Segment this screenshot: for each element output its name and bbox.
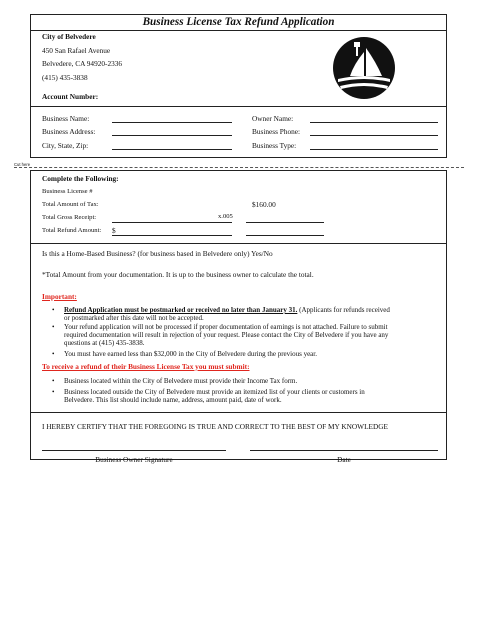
refund-amount-field[interactable] (112, 235, 232, 236)
bullet-icon: • (52, 323, 55, 331)
owner-name-field[interactable] (310, 122, 438, 123)
deadline-note: (Applicants for refunds received (297, 306, 390, 314)
complete-following-heading: Complete the Following: (42, 174, 119, 183)
city-address-line1: 450 San Rafael Avenue (42, 46, 111, 55)
bullet-icon: • (52, 388, 55, 396)
business-phone-field[interactable] (310, 135, 438, 136)
documentation-line3: questions at (415) 435-3838. (64, 339, 145, 347)
date-field[interactable] (250, 450, 438, 451)
business-address-label: Business Address: (42, 127, 96, 136)
business-type-label: Business Type: (252, 141, 297, 150)
refund-amount-label: Total Refund Amount: (42, 227, 102, 234)
cut-here-label: Cut here (14, 162, 31, 167)
submit-heading: To receive a refund of their Business License Tax you must submit: (42, 362, 250, 371)
sailboat-logo-icon (332, 36, 396, 100)
bullet-icon: • (52, 350, 55, 358)
cut-line (14, 167, 464, 168)
client-list-line1: Business located outside the City of Belvedere must provide an itemized list of your clients or customers in (64, 388, 365, 396)
gross-receipt-field[interactable] (112, 222, 232, 223)
important-heading: Important: (42, 292, 77, 301)
documentation-line2: required documentation will result in rejection of your request. Please contact the City of Belvedere if you have any (64, 331, 389, 339)
business-phone-label: Business Phone: (252, 127, 301, 136)
gross-rate: x.005 (218, 213, 233, 220)
notes-divider (30, 243, 447, 244)
title-underline (30, 30, 447, 31)
business-license-label: Business License # (42, 188, 93, 195)
city-address-line2: Belvedere, CA 94920-2336 (42, 59, 123, 68)
income-tax-requirement: Business located within the City of Belvedere must provide their Income Tax form. (64, 377, 298, 385)
bullet-icon: • (52, 306, 55, 314)
bullet-icon: • (52, 377, 55, 385)
date-label: Date (337, 455, 351, 464)
client-list-line2: Belvedere. This list should include name, address, amount paid, date of work. (64, 396, 282, 404)
business-name-label: Business Name: (42, 114, 90, 123)
business-name-field[interactable] (112, 122, 232, 123)
deadline-text: Refund Application must be postmarked or received no later than January 31. (64, 306, 298, 314)
refund-dollar-sign: $ (112, 226, 116, 235)
certification-statement: I HEREBY CERTIFY THAT THE FOREGOING IS TRUE AND CORRECT TO THE BEST OF MY KNOWLEDGE (42, 422, 388, 431)
city-name: City of Belvedere (42, 32, 96, 41)
gross-result-field[interactable] (246, 222, 324, 223)
business-address-field[interactable] (112, 135, 232, 136)
city-phone: (415) 435-3838 (42, 73, 88, 82)
account-number-field[interactable] (110, 90, 310, 101)
refund-result-field[interactable] (246, 235, 324, 236)
total-tax-label: Total Amount of Tax: (42, 201, 99, 208)
certify-divider (30, 412, 447, 413)
section-divider (30, 106, 447, 107)
earnings-limit: You must have earned less than $32,000 in the City of Belvedere during the previous year. (64, 350, 317, 358)
signature-label: Business Owner Signature (95, 455, 173, 464)
city-state-zip-label: City, State, Zip: (42, 141, 89, 150)
home-based-question: Is this a Home-Based Business? (for business based in Belvedere only) Yes/No (42, 249, 273, 258)
owner-name-label: Owner Name: (252, 114, 294, 123)
account-number-label: Account Number: (42, 92, 99, 101)
total-amount-note: *Total Amount from your documentation. It is up to the business owner to calculate the total. (42, 270, 314, 279)
total-tax-value: $160.00 (252, 200, 276, 209)
page-title: Business License Tax Refund Application (142, 16, 335, 28)
city-state-zip-field[interactable] (112, 149, 232, 150)
signature-field[interactable] (42, 450, 226, 451)
documentation-line1: Your refund application will not be processed if proper documentation of earnings is not attached. Failure to submit (64, 323, 388, 331)
gross-receipt-label: Total Gross Receipt: (42, 214, 97, 221)
business-type-field[interactable] (310, 149, 438, 150)
deadline-note-line2: or postmarked after this date will not be accepted. (64, 314, 204, 322)
